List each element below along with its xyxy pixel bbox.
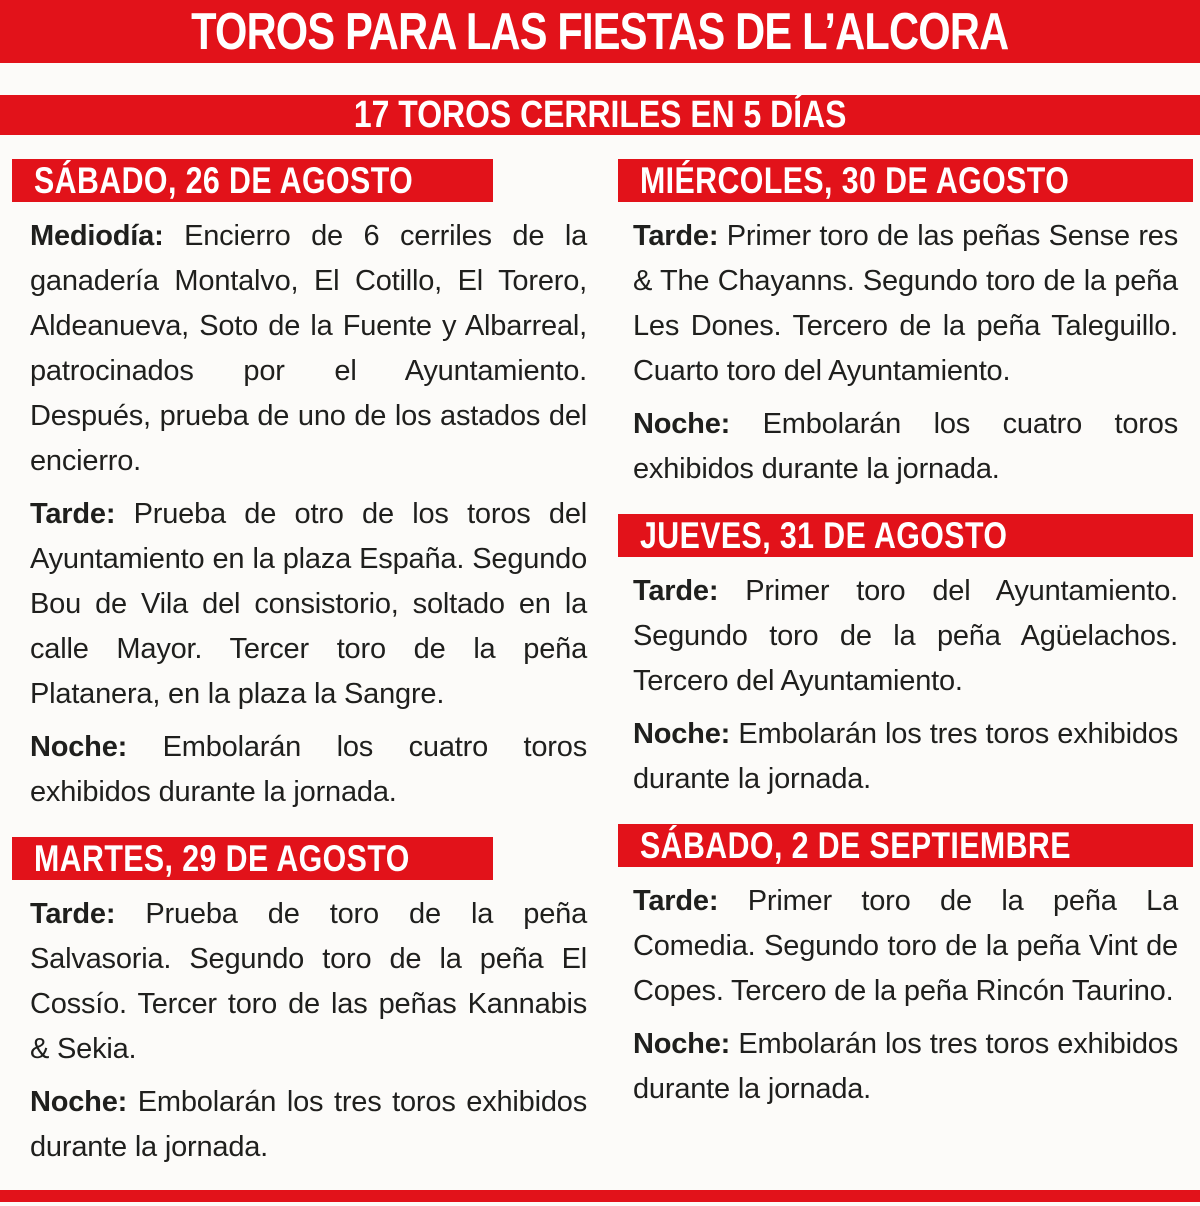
- day-header-band: [12, 837, 493, 880]
- schedule-paragraph: [618, 1022, 1193, 1112]
- schedule-paragraph: [618, 569, 1193, 704]
- day-header-band: [618, 514, 1193, 557]
- day-section-saturday-26: [12, 159, 588, 815]
- time-label: Tarde:: [633, 220, 719, 252]
- schedule-text: Primer toro de las peñas Sense res & The Chayanns. Segundo toro de la peña Les Dones. Tercero de la peña Taleguillo. Cuarto toro del Ayuntamiento.: [633, 220, 1178, 387]
- day-header-text: MIÉRCOLES, 30 DE AGOSTO: [640, 159, 1070, 201]
- page-title: TOROS PARA LAS FIESTAS DE L’ALCORA: [191, 2, 1009, 61]
- time-label: Tarde:: [30, 498, 116, 530]
- schedule-paragraph: [618, 712, 1193, 802]
- day-header-text: SÁBADO, 26 DE AGOSTO: [34, 159, 414, 201]
- schedule-text: Primer toro de la peña La Comedia. Segundo toro de la peña Vint de Copes. Tercero de la peña Rincón Taurino.: [633, 885, 1178, 1007]
- day-section-thursday-31: [618, 514, 1193, 802]
- schedule-text: Embolarán los tres toros exhibidos durante la jornada.: [30, 1086, 587, 1163]
- time-label: Tarde:: [633, 885, 719, 917]
- day-header-text: SÁBADO, 2 DE SEPTIEMBRE: [640, 824, 1071, 866]
- day-header-band: [12, 159, 493, 202]
- day-header-text: MARTES, 29 DE AGOSTO: [34, 837, 410, 879]
- schedule-columns: [0, 159, 1200, 1170]
- time-label: Tarde:: [633, 575, 719, 607]
- time-label: Noche:: [633, 718, 731, 750]
- day-section-wednesday-30: [618, 159, 1193, 492]
- bottom-accent-bar: [0, 1190, 1200, 1202]
- schedule-paragraph: [12, 214, 588, 484]
- time-label: Noche:: [30, 1086, 128, 1118]
- day-section-saturday-2: [618, 824, 1193, 1112]
- schedule-text: Primer toro del Ayuntamiento. Segundo toro de la peña Agüelachos. Tercero del Ayuntamiento.: [633, 575, 1178, 697]
- schedule-text: Embolarán los cuatro toros exhibidos durante la jornada.: [633, 408, 1178, 485]
- day-section-tuesday-29: [12, 837, 588, 1170]
- subtitle-band: [0, 95, 1200, 135]
- title-band: [0, 0, 1200, 63]
- schedule-paragraph: [618, 214, 1193, 394]
- time-label: Tarde:: [30, 898, 116, 930]
- schedule-paragraph: [12, 892, 588, 1072]
- schedule-paragraph: [618, 879, 1193, 1014]
- schedule-paragraph: [12, 492, 588, 717]
- day-header-text: JUEVES, 31 DE AGOSTO: [640, 514, 1008, 556]
- schedule-text: Embolarán los tres toros exhibidos durante la jornada.: [633, 1028, 1178, 1105]
- schedule-text: Embolarán los cuatro toros exhibidos durante la jornada.: [30, 731, 587, 808]
- schedule-text: Encierro de 6 cerriles de la ganadería Montalvo, El Cotillo, El Torero, Aldeanueva, Soto de la Fuente y Albarreal, patrocinados por el Ayuntamiento. Después, prueba de uno de los astados del encierro.: [30, 220, 588, 477]
- schedule-text: Prueba de toro de la peña Salvasoria. Segundo toro de la peña El Cossío. Tercer toro de las peñas Kannabis & Sekia.: [30, 898, 587, 1065]
- column-left: [12, 159, 588, 1170]
- day-header-band: [618, 824, 1193, 867]
- schedule-paragraph: [12, 1080, 588, 1170]
- time-label: Noche:: [30, 731, 128, 763]
- schedule-paragraph: [12, 725, 588, 815]
- schedule-text: Embolarán los tres toros exhibidos durante la jornada.: [633, 718, 1178, 795]
- time-label: Noche:: [633, 408, 731, 440]
- schedule-paragraph: [618, 402, 1193, 492]
- column-right: [618, 159, 1193, 1170]
- time-label: Noche:: [633, 1028, 731, 1060]
- subtitle: 17 TOROS CERRILES EN 5 DÍAS: [353, 93, 847, 136]
- day-header-band: [618, 159, 1193, 202]
- time-label: Mediodía:: [30, 220, 164, 252]
- schedule-text: Prueba de otro de los toros del Ayuntamiento en la plaza España. Segundo Bou de Vila del consistorio, soltado en la calle Mayor. Tercer toro de la peña Platanera, en la plaza la Sangre.: [30, 498, 587, 710]
